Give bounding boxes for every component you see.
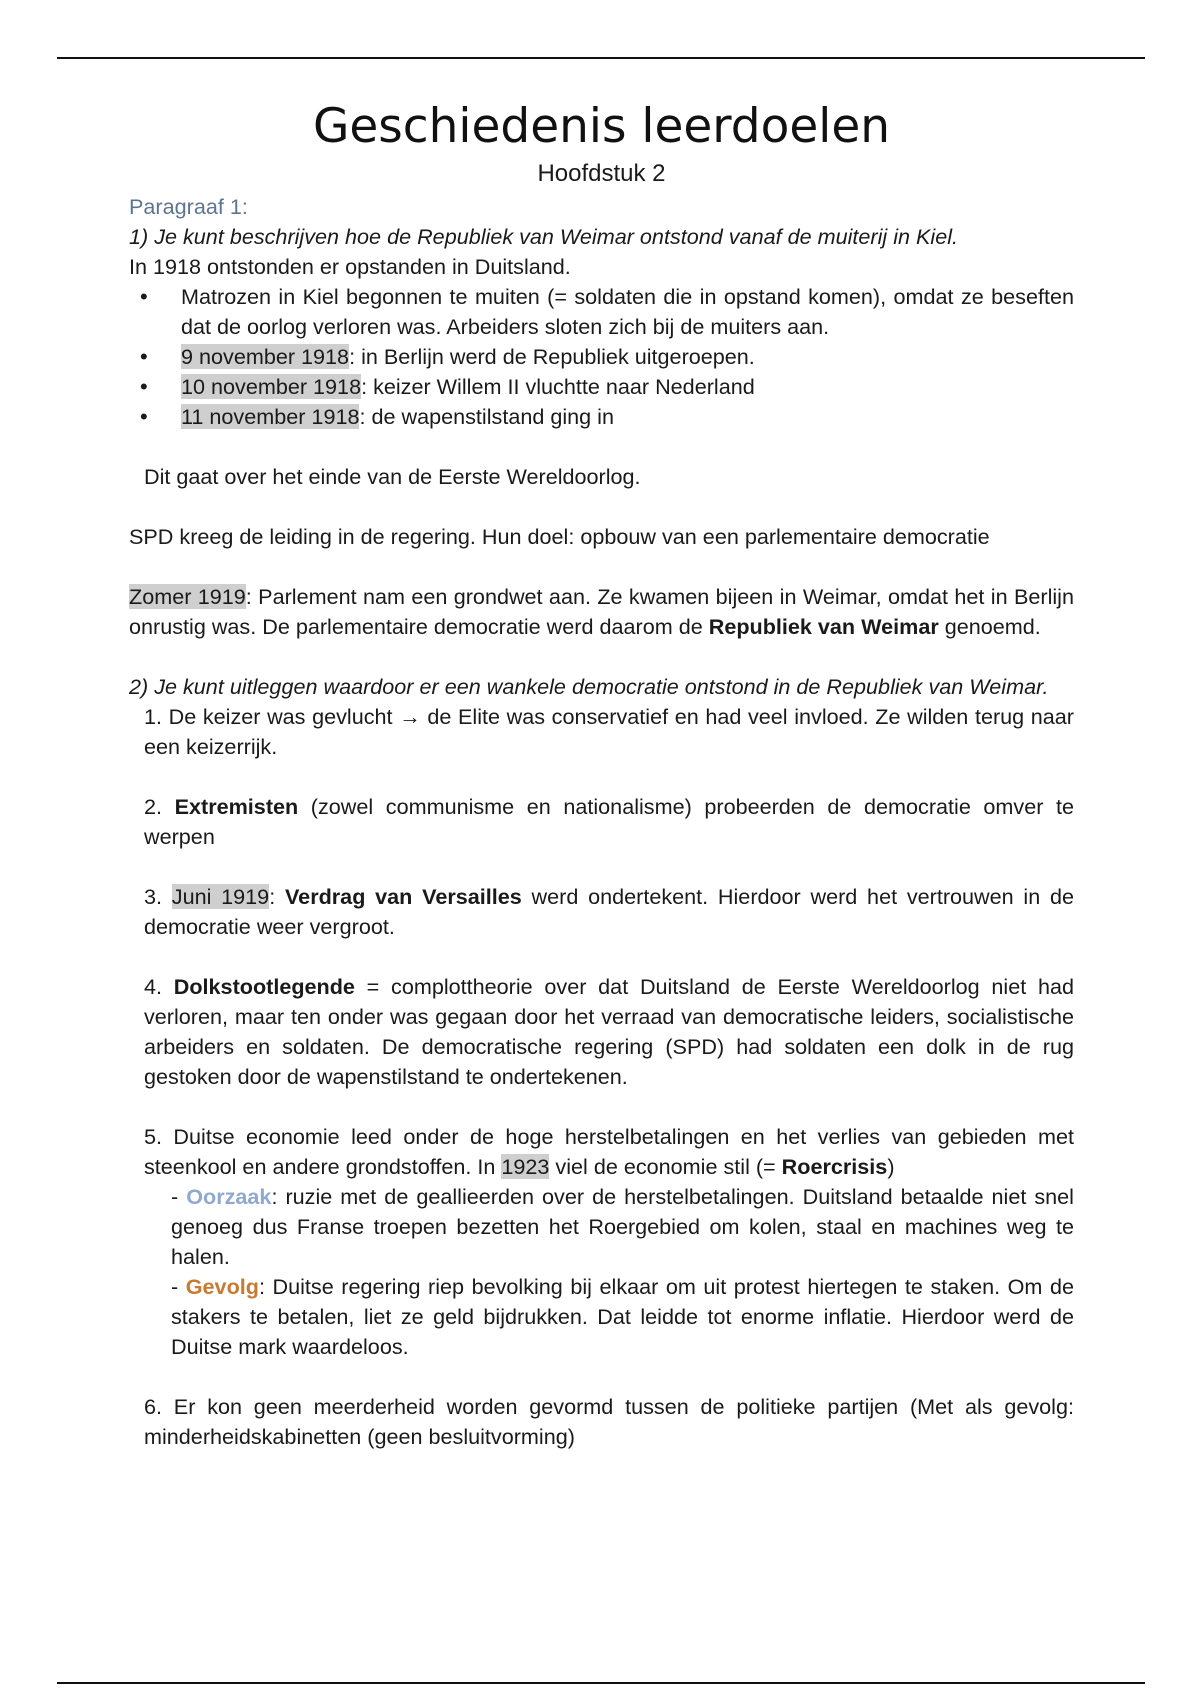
learning-objective-2: 2) Je kunt uitleggen waardoor er een wankele democratie ontstond in de Republiek van Weimar. bbox=[129, 674, 1049, 699]
end-war-note: Dit gaat over het einde van de Eerste Wereldoorlog. bbox=[144, 464, 641, 489]
chapter-subtitle: Hoofdstuk 2 bbox=[537, 160, 666, 187]
summer-1919-paragraph: Zomer 1919: Parlement nam een grondwet aan. Ze kwamen bijeen in Weimar, omdat het in Berlijn onrustig was. De parlementaire democratie werd daarom de Republiek van Weimar genoemd. bbox=[129, 584, 1074, 639]
date-highlight: 1923 bbox=[501, 1154, 550, 1179]
point-4: 4. Dolkstootlegende = complottheorie over dat Duitsland de Eerste Wereldoorlog niet had verloren, maar ten onder was gegaan door het verraad van democratische leiders, socialistische arbeiders en soldaten. De democratische regering (SPD) had soldaten een dolk in de rug gestoken door de wapenstilstand te ondertekenen. bbox=[144, 974, 1075, 1089]
date-highlight: 10 november 1918 bbox=[181, 374, 362, 399]
point-3: 3. Juni 1919: Verdrag van Versailles werd ondertekent. Hierdoor werd het vertrouwen in de democratie weer vergroot. bbox=[144, 884, 1074, 939]
list-item bbox=[129, 372, 1074, 402]
effect-label: Gevolg bbox=[185, 1274, 259, 1299]
point-6: 6. Er kon geen meerderheid worden gevormd tussen de politieke partijen (Met als gevolg: minderheidskabinetten (geen besluitvorming) bbox=[144, 1394, 1074, 1449]
list-item bbox=[129, 342, 1074, 372]
effect-item: - Gevolg: Duitse regering riep bevolking bij elkaar om uit protest hiertegen te staken. Om de stakers te betalen, liet ze geld bijdrukken. Dat leidde tot enorme inflatie. Hierdoor werd de Duitse mark waardeloos. bbox=[171, 1274, 1074, 1359]
bottom-divider bbox=[57, 1682, 1145, 1684]
bold-term: Extremisten bbox=[174, 794, 299, 819]
point-1: 1. De keizer was gevlucht → de Elite was conservatief en had veel invloed. Ze wilden terug naar een keizerrijk. bbox=[144, 704, 1074, 759]
date-highlight: Juni 1919 bbox=[171, 884, 270, 909]
date-highlight: 11 november 1918 bbox=[181, 404, 360, 429]
event-bullet-list bbox=[129, 282, 1074, 432]
spd-paragraph: SPD kreeg de leiding in de regering. Hun doel: opbouw van een parlementaire democratie bbox=[129, 524, 990, 549]
bold-term: Dolkstootlegende bbox=[173, 974, 355, 999]
paragraph-heading: Paragraaf 1: bbox=[129, 194, 248, 219]
document-page bbox=[129, 96, 1074, 1452]
list-item bbox=[129, 402, 1074, 432]
date-highlight: 9 november 1918 bbox=[181, 344, 350, 369]
cause-item: - Oorzaak: ruzie met de geallieerden over de herstelbetalingen. Duitsland betaalde niet snel genoeg dus Franse troepen bezetten het Roergebied om kolen, staal en machines weg te halen. bbox=[171, 1184, 1074, 1269]
bullet-text: : keizer Willem II vluchtte naar Nederland bbox=[361, 374, 755, 399]
bullet-text: : in Berlijn werd de Republiek uitgeroepen. bbox=[349, 344, 755, 369]
intro-text: In 1918 ontstonden er opstanden in Duitsland. bbox=[129, 254, 571, 279]
page-title: Geschiedenis leerdoelen bbox=[312, 99, 891, 154]
bold-term: Roercrisis bbox=[781, 1154, 888, 1179]
top-divider bbox=[57, 57, 1145, 59]
point-5: 5. Duitse economie leed onder de hoge herstelbetalingen en het verlies van gebieden met steenkool en andere grondstoffen. In 1923 viel de economie stil (= Roercrisis) bbox=[144, 1124, 1074, 1179]
list-item bbox=[129, 282, 1074, 342]
bold-term: Republiek van Weimar bbox=[708, 614, 939, 639]
bullet-text: : de wapenstilstand ging in bbox=[359, 404, 614, 429]
cause-label: Oorzaak bbox=[186, 1184, 272, 1209]
bullet-text: Matrozen in Kiel begonnen te muiten (= soldaten die in opstand komen), omdat ze beseften dat de oorlog verloren was. Arbeiders sloten zich bij de muiters aan. bbox=[181, 284, 1074, 339]
date-highlight: Zomer 1919 bbox=[129, 584, 246, 609]
point-2: 2. Extremisten (zowel communisme en nationalisme) probeerden de democratie omver te werpen bbox=[144, 794, 1074, 849]
learning-objective-1: 1) Je kunt beschrijven hoe de Republiek van Weimar ontstond vanaf de muiterij in Kiel. bbox=[129, 224, 959, 249]
bold-term: Verdrag van Versailles bbox=[284, 884, 522, 909]
